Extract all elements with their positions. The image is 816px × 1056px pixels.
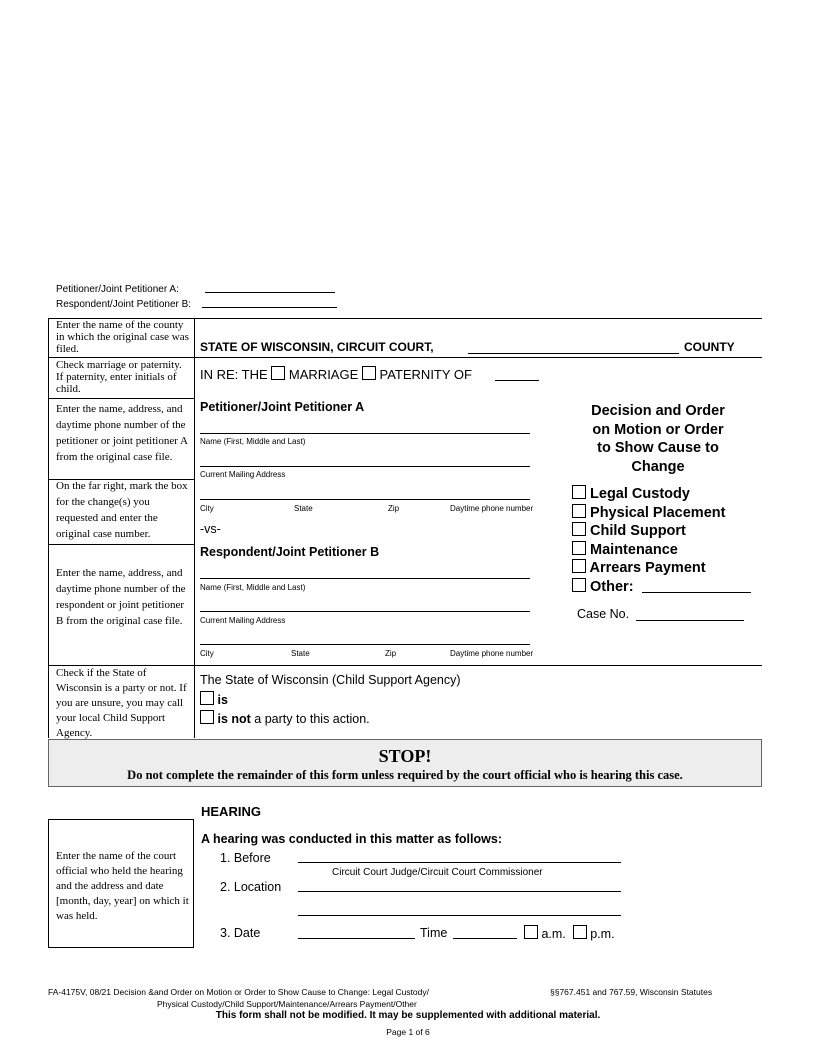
legal-custody-checkbox[interactable] (572, 485, 586, 499)
row-rule-1 (48, 357, 762, 358)
change-item (572, 522, 725, 541)
respondent-address-line[interactable] (200, 611, 530, 612)
in-re-row (200, 366, 472, 382)
footer-form-line-2: Physical Custody/Child Support/Maintenance/Arrears Payment/Other (157, 999, 417, 1009)
state-is-not-party-checkbox[interactable] (200, 710, 214, 724)
court-heading: STATE OF WISCONSIN, CIRCUIT COURT, (200, 340, 434, 354)
hearing-time-label: Time (420, 926, 448, 940)
hearing-time-field[interactable] (453, 938, 517, 939)
change-item (572, 504, 725, 523)
state-is-label: is (217, 692, 228, 707)
hearing-before-caption: Circuit Court Judge/Circuit Court Commissioner (332, 867, 543, 878)
title-line-1: Decision and Order (591, 403, 725, 419)
arrears-payment-checkbox[interactable] (572, 559, 586, 573)
case-number-field[interactable] (636, 608, 744, 621)
physical-placement-label: Physical Placement (590, 504, 726, 521)
state-party-is-row (200, 691, 461, 711)
am-checkbox[interactable] (524, 925, 538, 939)
petitioner-state-label: State (294, 504, 313, 513)
petitioner-name-label: Name (First, Middle and Last) (200, 437, 306, 446)
in-re-label: IN RE: THE (200, 367, 268, 382)
respondent-zip-label: Zip (385, 649, 397, 658)
note-petitioner: Enter the name, address, and daytime phone number of the petitioner or joint petitioner A from the original case file. (56, 403, 188, 463)
respondent-address-label: Current Mailing Address (200, 616, 286, 625)
respondent-caption-field[interactable] (202, 297, 337, 308)
footer-page-number: Page 1 of 6 (386, 1027, 430, 1037)
other-label: Other: (590, 578, 634, 595)
petitioner-address-line[interactable] (200, 466, 530, 467)
title-line-2: on Motion or Order (592, 421, 724, 438)
row-rule-2 (48, 398, 194, 399)
child-support-label: Child Support (590, 523, 686, 540)
respondent-phone-label: Daytime phone number (450, 649, 534, 658)
note-county: Enter the name of the county in which the original case was filed. (56, 319, 189, 355)
state-party-section (200, 671, 461, 730)
hearing-location-field[interactable] (298, 891, 621, 892)
legal-custody-label: Legal Custody (590, 486, 690, 502)
state-party-text: The State of Wisconsin (Child Support Agency) (200, 673, 461, 687)
respondent-caption (56, 299, 191, 310)
other-field[interactable] (642, 580, 751, 593)
state-party-is-not-row (200, 710, 461, 730)
petitioner-caption-field[interactable] (205, 282, 335, 293)
petitioner-phone-label: Daytime phone number (450, 504, 534, 513)
state-is-not-label: is not (217, 712, 251, 726)
table-divider-rule (194, 318, 195, 738)
title-line-3: to Show Cause to (597, 440, 719, 456)
arrears-payment-label: Arrears Payment (589, 560, 706, 577)
child-support-checkbox[interactable] (572, 522, 586, 536)
respondent-name-line[interactable] (200, 578, 530, 579)
hearing-note-box (48, 819, 194, 948)
note-state-party: Check if the State of Wisconsin is a party or not. If you are unsure, you may call your local Child Support Agency. (56, 667, 187, 739)
petitioner-zip-label: Zip (388, 504, 400, 513)
footer-statutes: §§767.451 and 767.59, Wisconsin Statutes (550, 987, 713, 997)
petitioner-city-label: City (200, 504, 214, 513)
respondent-state-label: State (291, 649, 310, 658)
note-respondent: Enter the name, address, and daytime phone number of the respondent or joint petitioner B from the original case file. (56, 567, 186, 627)
footer-form-line-1: FA-4175V, 08/21 Decision &and Order on Motion or Order to Show Cause to Change: Legal Custody/ (48, 987, 429, 997)
change-item (572, 541, 725, 560)
petitioner-heading: Petitioner/Joint Petitioner A (200, 400, 365, 414)
physical-placement-checkbox[interactable] (572, 504, 586, 518)
maintenance-checkbox[interactable] (572, 541, 586, 555)
hearing-heading: HEARING (201, 804, 261, 819)
change-item (572, 485, 725, 504)
county-label: COUNTY (684, 340, 735, 354)
hearing-before-label: 1. Before (220, 851, 271, 865)
note-far-right: On the far right, mark the box for the change(s) you requested and enter the original case number. (56, 480, 188, 540)
county-field[interactable] (468, 340, 679, 354)
document-title (570, 402, 746, 476)
petitioner-caption (56, 284, 179, 295)
table-left-rule (48, 318, 49, 738)
marriage-label: MARRIAGE (288, 367, 359, 382)
state-is-party-checkbox[interactable] (200, 691, 214, 705)
footer-notice: This form shall not be modified. It may be supplemented with additional material. (215, 1010, 601, 1021)
marriage-checkbox[interactable] (271, 366, 285, 380)
pm-checkbox[interactable] (573, 925, 587, 939)
respondent-heading: Respondent/Joint Petitioner B (200, 545, 380, 559)
respondent-city-label: City (200, 649, 214, 658)
note-marriage: Check marriage or paternity. If paternity, enter initials of child. (56, 359, 182, 395)
note-hearing: Enter the name of the court official who held the hearing and the address and date [month, day, year] on which it was held. (56, 850, 189, 922)
versus-label: -vs- (200, 522, 221, 536)
am-pm-row (524, 925, 615, 941)
petitioner-address-label: Current Mailing Address (200, 470, 286, 479)
respondent-name-label: Name (First, Middle and Last) (200, 583, 306, 592)
petitioner-name-line[interactable] (200, 433, 530, 434)
title-line-4: Change (631, 458, 685, 475)
stop-title: STOP! (378, 746, 432, 766)
respondent-city-line[interactable] (200, 644, 530, 645)
child-initials-field[interactable] (495, 368, 539, 381)
change-item (572, 559, 725, 578)
paternity-label: PATERNITY OF (379, 367, 472, 382)
pm-label: p.m. (590, 927, 615, 941)
paternity-checkbox[interactable] (362, 366, 376, 380)
petitioner-caption-label: Petitioner/Joint Petitioner A: (56, 284, 179, 295)
hearing-before-field[interactable] (298, 862, 621, 863)
state-party-suffix: a party to this action. (250, 712, 370, 726)
am-label: a.m. (541, 927, 566, 941)
hearing-intro: A hearing was conducted in this matter as follows: (201, 832, 502, 846)
maintenance-label: Maintenance (590, 541, 678, 558)
hearing-date-label: 3. Date (220, 926, 261, 940)
case-number-label: Case No. (577, 607, 630, 621)
petitioner-city-line[interactable] (200, 499, 530, 500)
other-checkbox[interactable] (572, 578, 586, 592)
hearing-date-field[interactable] (298, 938, 415, 939)
row-rule-4 (48, 544, 194, 545)
stop-box (48, 739, 762, 787)
hearing-location-label: 2. Location (220, 880, 282, 894)
respondent-caption-label: Respondent/Joint Petitioner B: (56, 299, 192, 310)
hearing-location-field-2[interactable] (298, 915, 621, 916)
stop-text: Do not complete the remainder of this form unless required by the court official who is hearing this case. (127, 768, 683, 782)
